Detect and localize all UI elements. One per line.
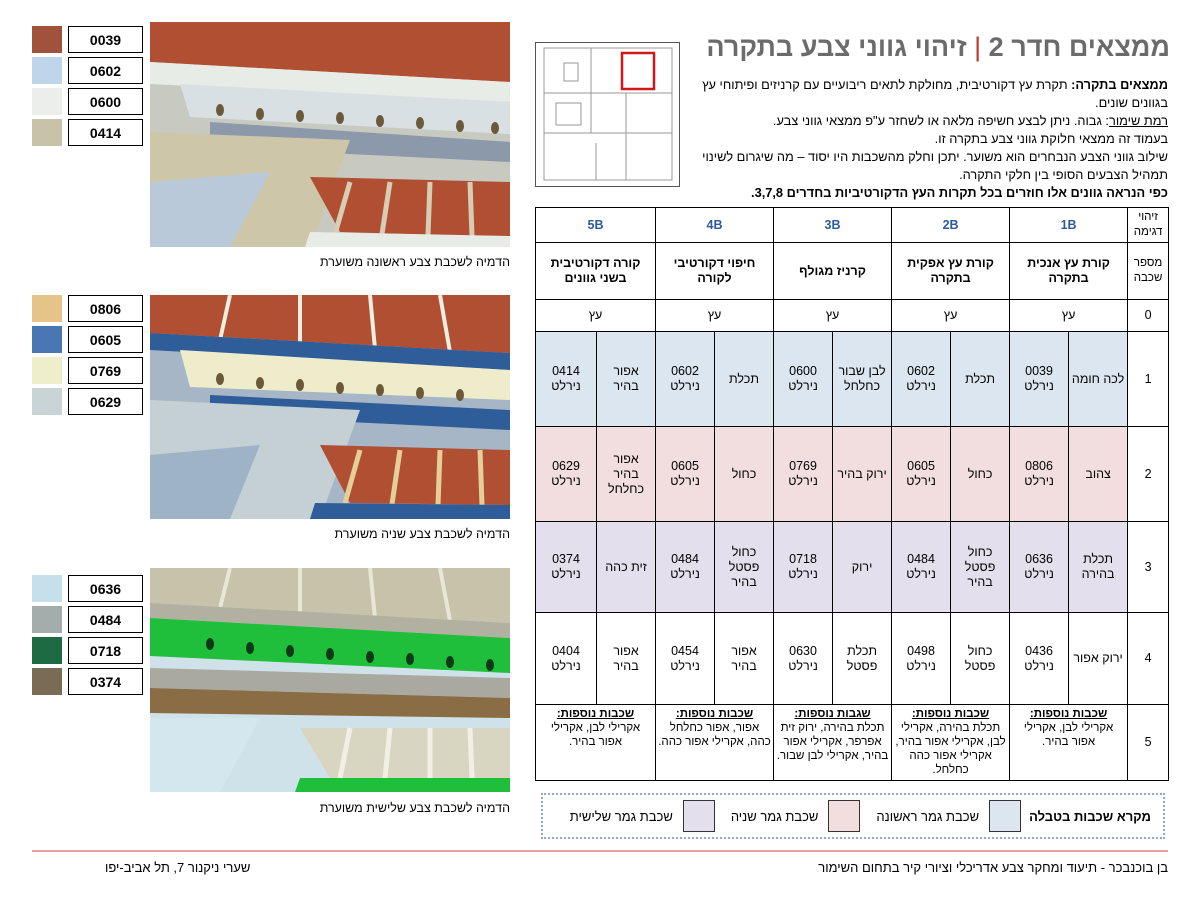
layer-color-code: 0484 נירלט <box>892 522 951 613</box>
swatch-code: 0718 <box>68 637 143 664</box>
legend-swatch-first <box>989 800 1021 832</box>
additional-layers <box>892 705 1010 781</box>
swatch-color <box>32 606 62 633</box>
swatch-color <box>32 575 62 602</box>
layer-color-name: לבן שבור כחלחל <box>833 332 892 427</box>
title-room: ממצאים חדר 2 <box>988 32 1170 62</box>
legend-item-third: שכבת גמר שלישית <box>569 808 673 824</box>
sample-id: 5B <box>536 208 656 243</box>
layer-color-code: 0718 נירלט <box>774 522 833 613</box>
findings-label: ממצאים בתקרה: <box>1071 77 1168 92</box>
layer-number: 2 <box>1128 427 1169 522</box>
swatch-color <box>32 326 62 353</box>
caption-render-1: הדמיה לשכבת צבע ראשונה משוערת <box>320 255 510 269</box>
swatch-color <box>32 668 62 695</box>
additional-layers <box>536 705 656 781</box>
sample-name: קורת עץ אפקית בתקרה <box>892 243 1010 300</box>
swatch-group-1 <box>32 24 143 148</box>
swatch-color <box>32 295 62 322</box>
layer-color-code: 0605 נירלט <box>892 427 951 522</box>
layer-color-code: 0630 נירלט <box>774 613 833 705</box>
sample-name: קרניז מגולף <box>774 243 892 300</box>
legend-swatch-second <box>828 800 860 832</box>
swatch-code: 0600 <box>68 88 143 115</box>
layer-color-name: ירוק בהיר <box>833 427 892 522</box>
swatch-code: 0806 <box>68 295 143 322</box>
legend-title: מקרא שכבות בטבלה <box>1029 808 1151 824</box>
swatch-color <box>32 637 62 664</box>
additional-layers-text: אקרילי לבן, אקרילי אפור בהיר. <box>550 722 641 748</box>
layer-color-name: ירוק אפור <box>1069 613 1128 705</box>
additional-layers-text: אפור, אפור כחלחל כהה, אקרילי אפור כהה. <box>658 722 771 748</box>
layer-color-name: כחול <box>951 427 1010 522</box>
additional-layers-text: תכלת בהירה, אקרילי לבן, אקרילי אפור בהיר, אקרילי אפור כהה כחלחל. <box>895 722 1006 776</box>
layer-number: 5 <box>1128 705 1169 781</box>
additional-layers-title: שגבות נוספות: <box>794 708 871 720</box>
swatch-code: 0039 <box>68 26 143 53</box>
floor-plan-thumbnail <box>535 42 680 187</box>
swatch-color <box>32 26 62 53</box>
layer-color-name: לכה חומה <box>1069 332 1128 427</box>
swatch-code: 0414 <box>68 119 143 146</box>
layer-cell: עץ <box>774 300 892 332</box>
preservation-label: רמת שימור <box>1108 113 1168 128</box>
sample-id: 2B <box>892 208 1010 243</box>
legend-item-first: שכבת גמר ראשונה <box>876 808 980 824</box>
layer-cell: עץ <box>656 300 774 332</box>
layer-color-name: תכלת פסטל <box>833 613 892 705</box>
sample-name: קורת עץ אנכית בתקרה <box>1010 243 1128 300</box>
swatch-group-2 <box>32 293 143 417</box>
layer-color-code: 0602 נירלט <box>656 332 715 427</box>
layer-color-code: 0454 נירלט <box>656 613 715 705</box>
additional-layers <box>774 705 892 781</box>
additional-layers <box>1010 705 1128 781</box>
layer-number: 1 <box>1128 332 1169 427</box>
additional-layers-title: שכבות נוספות: <box>675 708 754 720</box>
layer-number: 4 <box>1128 613 1169 705</box>
layer-color-name: תכלת בהירה <box>1069 522 1128 613</box>
ceiling-render-1 <box>150 22 510 247</box>
title-separator: | <box>974 32 982 62</box>
layer-color-code: 0374 נירלט <box>536 522 597 613</box>
footer-divider <box>32 850 1168 852</box>
page-title <box>706 32 1170 63</box>
additional-layers-text: תכלת בהירה, ירוק זית אפרפר, אקרילי אפור בהיר, אקרילי לבן שבור. <box>776 722 889 762</box>
swatch-color <box>32 57 62 84</box>
layer-color-name: תכלת <box>951 332 1010 427</box>
swatch-color <box>32 119 62 146</box>
findings-text <box>690 76 1168 202</box>
swatch-code: 0629 <box>68 388 143 415</box>
footer-author: בן בוכנבכר - תיעוד ומחקר צבע אדריכלי וציורי קיר בתחום השימור <box>818 860 1168 875</box>
ceiling-render-2 <box>150 295 510 519</box>
swatch-code: 0374 <box>68 668 143 695</box>
layer-color-code: 0414 נירלט <box>536 332 597 427</box>
layer-color-name: כחול פסטל <box>951 613 1010 705</box>
header-sample-id: זיהוי דגימה <box>1128 208 1169 243</box>
findings-note-1: בעמוד זה ממצאי חלוקת גווני צבע בתקרה זו. <box>934 131 1168 146</box>
layer-color-code: 0600 נירלט <box>774 332 833 427</box>
swatch-code: 0602 <box>68 57 143 84</box>
layer-color-name: צהוב <box>1069 427 1128 522</box>
layer-color-code: 0636 נירלט <box>1010 522 1069 613</box>
additional-layers <box>656 705 774 781</box>
additional-layers-title: שכבות נוספות: <box>556 708 635 720</box>
layer-color-name: אפור בהיר <box>597 613 656 705</box>
title-subject: זיהוי גווני צבע בתקרה <box>706 32 967 62</box>
layer-color-code: 0404 נירלט <box>536 613 597 705</box>
layer-color-code: 0436 נירלט <box>1010 613 1069 705</box>
footer-address: שערי ניקנור 7, תל אביב-יפו <box>105 860 251 875</box>
layer-color-code: 0602 נירלט <box>892 332 951 427</box>
findings-note-2: שילוב גווני הצבע הנבחרים הוא משוער. יתכן וחלק מהשכבות היו יסוד – מה שיגרום לשינוי תמהיל הצבעים הסופי בין חלקי התקרה. <box>702 149 1168 182</box>
swatch-code: 0484 <box>68 606 143 633</box>
sample-id: 3B <box>774 208 892 243</box>
swatch-color <box>32 88 62 115</box>
layer-color-name: תכלת <box>715 332 774 427</box>
swatch-code: 0636 <box>68 575 143 602</box>
layer-color-code: 0769 נירלט <box>774 427 833 522</box>
sample-name: קורה דקורטיבית בשני גוונים <box>536 243 656 300</box>
layer-number: 3 <box>1128 522 1169 613</box>
ceiling-render-3 <box>150 568 510 792</box>
layer-color-name: אפור בהיר <box>715 613 774 705</box>
layer-color-code: 0498 נירלט <box>892 613 951 705</box>
additional-layers-text: אקרילי לבן, אקרילי אפור בהיר. <box>1023 722 1114 748</box>
legend-item-second: שכבת גמר שניה <box>730 808 819 824</box>
layer-color-code: 0806 נירלט <box>1010 427 1069 522</box>
layer-color-name: כחול פסטל בהיר <box>715 522 774 613</box>
swatch-color <box>32 357 62 384</box>
swatch-code: 0605 <box>68 326 143 353</box>
header-layer-number: מספר שכבה <box>1128 243 1169 300</box>
layer-color-name: כחול <box>715 427 774 522</box>
caption-render-3: הדמיה לשכבת צבע שלישית משוערת <box>319 801 510 815</box>
layer-color-code: 0629 נירלט <box>536 427 597 522</box>
findings-desc: תקרת עץ דקורטיבית, מחולקת לתאים ריבועיים עם קרניזים ופיתוחי עץ בגוונים שונים. <box>702 77 1168 110</box>
swatch-color <box>32 388 62 415</box>
sample-id: 4B <box>656 208 774 243</box>
layer-color-name: אפור בהיר כחלחל <box>597 427 656 522</box>
swatch-group-3 <box>32 573 143 697</box>
layer-color-name: כחול פסטל בהיר <box>951 522 1010 613</box>
sample-name: חיפוי דקורטיבי לקורה <box>656 243 774 300</box>
preservation-desc: : גבוה. ניתן לבצע חשיפה מלאה או לשחזר ע"פ ממצאי גווני צבע. <box>772 113 1109 128</box>
swatch-code: 0769 <box>68 357 143 384</box>
layer-color-name: זית כהה <box>597 522 656 613</box>
layer-color-code: 0039 נירלט <box>1010 332 1069 427</box>
layer-color-name: אפור בהיר <box>597 332 656 427</box>
sample-id: 1B <box>1010 208 1128 243</box>
legend-swatch-third <box>683 800 715 832</box>
findings-conclusion: כפי הנראה גוונים אלו חוזרים בכל תקרות העץ הדקורטיביות בחדרים 3,7,8. <box>751 185 1168 200</box>
layer-color-code: 0484 נירלט <box>656 522 715 613</box>
color-layers-table <box>535 207 1169 781</box>
layer-color-name: ירוק <box>833 522 892 613</box>
layer-cell: עץ <box>1010 300 1128 332</box>
table-legend <box>541 793 1165 839</box>
layer-color-code: 0605 נירלט <box>656 427 715 522</box>
caption-render-2: הדמיה לשכבת צבע שניה משוערת <box>334 527 510 541</box>
layer-cell: עץ <box>536 300 656 332</box>
layer-cell: עץ <box>892 300 1010 332</box>
additional-layers-title: שכבות נוספות: <box>1029 708 1108 720</box>
additional-layers-title: שכבות נוספות: <box>911 708 990 720</box>
layer-number: 0 <box>1128 300 1169 332</box>
